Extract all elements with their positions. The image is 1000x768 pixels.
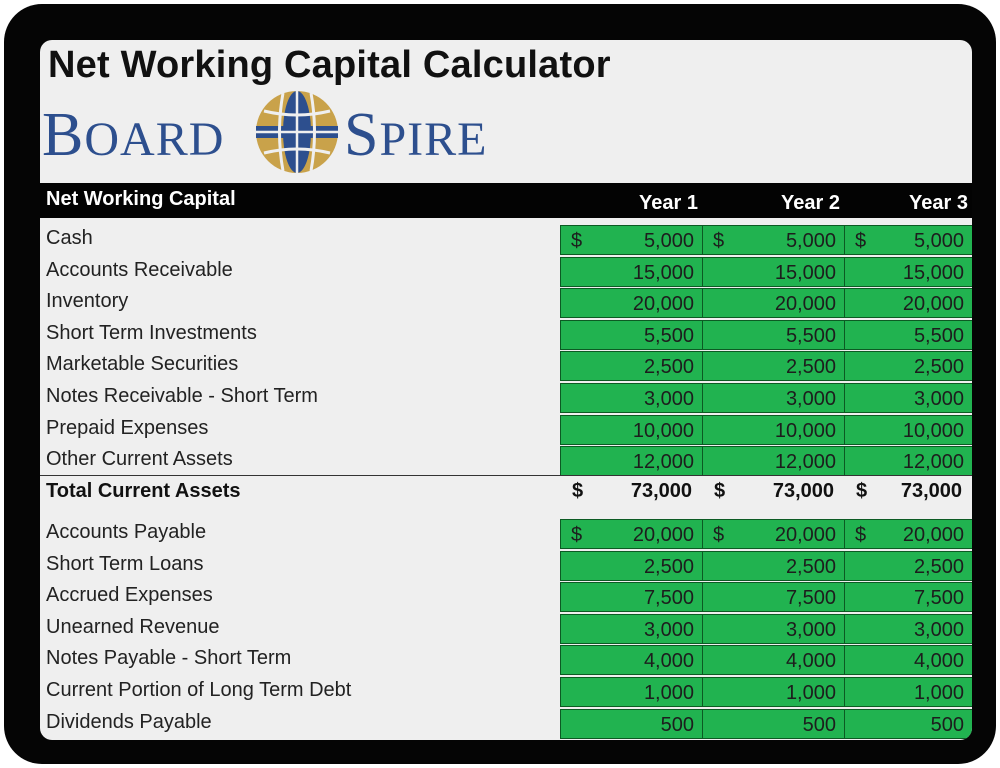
cell-value: 500 [802, 714, 836, 736]
table-header [40, 183, 972, 218]
currency-symbol: $ [855, 524, 867, 546]
cell-value: 7,500 [913, 587, 964, 609]
globe-icon [254, 89, 340, 175]
row-label: Inventory [46, 290, 129, 312]
total-separator [40, 475, 972, 476]
total-currency-symbol: $ [856, 480, 868, 502]
cell-value: 12,000 [632, 451, 694, 473]
row-label: Other Current Assets [46, 448, 233, 470]
input-cell[interactable] [844, 677, 972, 707]
currency-symbol: $ [855, 230, 867, 252]
input-cell[interactable] [844, 257, 972, 287]
cell-value: 15,000 [902, 262, 964, 284]
input-cell[interactable] [702, 614, 845, 644]
currency-symbol: $ [571, 230, 583, 252]
currency-symbol: $ [571, 524, 583, 546]
input-cell[interactable] [702, 288, 845, 318]
logo-text-left: BOARD [42, 101, 225, 169]
currency-symbol: $ [713, 230, 725, 252]
cell-value: 3,000 [643, 388, 694, 410]
cell-value: 5,000 [643, 230, 694, 252]
input-cell[interactable] [560, 519, 703, 549]
cell-value: 20,000 [902, 293, 964, 315]
tablet-frame [4, 4, 996, 764]
row-label: Dividends Payable [46, 711, 212, 733]
cell-value: 500 [660, 714, 694, 736]
logo-text-right: SPIRE [344, 101, 488, 169]
cell-value: 4,000 [913, 650, 964, 672]
year-1-header: Year 1 [639, 192, 698, 214]
cell-value: 10,000 [902, 420, 964, 442]
cell-value: 4,000 [643, 650, 694, 672]
row-label: Accrued Expenses [46, 584, 213, 606]
cell-value: 15,000 [774, 262, 836, 284]
row-label: Notes Payable - Short Term [46, 647, 292, 669]
cell-value: 3,000 [643, 619, 694, 641]
cell-value: 1,000 [913, 682, 964, 704]
input-cell[interactable] [702, 320, 845, 350]
input-cell[interactable] [702, 677, 845, 707]
cell-value: 20,000 [774, 293, 836, 315]
input-cell[interactable] [560, 288, 703, 318]
row-label: Prepaid Expenses [46, 417, 209, 439]
input-cell[interactable] [844, 519, 972, 549]
cell-value: 20,000 [632, 293, 694, 315]
input-cell[interactable] [702, 709, 845, 739]
total-value: 73,000 [630, 480, 692, 502]
cell-value: 2,500 [643, 556, 694, 578]
cell-value: 10,000 [774, 420, 836, 442]
input-cell[interactable] [844, 446, 972, 476]
cell-value: 2,500 [913, 356, 964, 378]
input-cell[interactable] [702, 257, 845, 287]
currency-symbol: $ [713, 524, 725, 546]
cell-value: 2,500 [643, 356, 694, 378]
input-cell[interactable] [560, 582, 703, 612]
spreadsheet-screen [40, 40, 972, 740]
input-cell[interactable] [844, 582, 972, 612]
total-current-assets-label: Total Current Assets [46, 480, 241, 502]
input-cell[interactable] [702, 519, 845, 549]
input-cell[interactable] [560, 614, 703, 644]
total-currency-symbol: $ [714, 480, 726, 502]
cell-value: 3,000 [785, 619, 836, 641]
input-cell[interactable] [702, 446, 845, 476]
row-label: Accounts Receivable [46, 259, 233, 281]
year-2-header: Year 2 [781, 192, 840, 214]
input-cell[interactable] [844, 614, 972, 644]
cell-value: 3,000 [913, 619, 964, 641]
total-currency-symbol: $ [572, 480, 584, 502]
input-cell[interactable] [702, 551, 845, 581]
cell-value: 5,500 [643, 325, 694, 347]
header-label: Net Working Capital [46, 188, 236, 210]
cell-value: 5,500 [785, 325, 836, 347]
cell-value: 1,000 [785, 682, 836, 704]
input-cell[interactable] [560, 257, 703, 287]
cell-value: 3,000 [785, 388, 836, 410]
input-cell[interactable] [560, 677, 703, 707]
input-cell[interactable] [844, 645, 972, 675]
input-cell[interactable] [844, 709, 972, 739]
row-label: Notes Receivable - Short Term [46, 385, 318, 407]
row-label: Marketable Securities [46, 353, 239, 375]
input-cell[interactable] [560, 351, 703, 381]
row-label: Cash [46, 227, 93, 249]
input-cell[interactable] [844, 415, 972, 445]
cell-value: 1,000 [643, 682, 694, 704]
total-value: 73,000 [772, 480, 834, 502]
input-cell[interactable] [560, 645, 703, 675]
cell-value: 15,000 [632, 262, 694, 284]
cell-value: 5,000 [785, 230, 836, 252]
input-cell[interactable] [844, 320, 972, 350]
cell-value: 12,000 [774, 451, 836, 473]
cell-value: 3,000 [913, 388, 964, 410]
cell-value: 2,500 [785, 356, 836, 378]
cell-value: 2,500 [785, 556, 836, 578]
cell-value: 500 [930, 714, 964, 736]
cell-value: 12,000 [902, 451, 964, 473]
input-cell[interactable] [702, 351, 845, 381]
cell-value: 7,500 [643, 587, 694, 609]
input-cell[interactable] [702, 383, 845, 413]
cell-value: 5,000 [913, 230, 964, 252]
input-cell[interactable] [844, 383, 972, 413]
cell-value: 5,500 [913, 325, 964, 347]
cell-value: 20,000 [632, 524, 694, 546]
input-cell[interactable] [844, 351, 972, 381]
row-label: Accounts Payable [46, 521, 207, 543]
input-cell[interactable] [844, 225, 972, 255]
input-cell[interactable] [844, 288, 972, 318]
total-value: 73,000 [900, 480, 962, 502]
page-title: Net Working Capital Calculator [48, 44, 611, 86]
input-cell[interactable] [702, 645, 845, 675]
input-cell[interactable] [702, 415, 845, 445]
input-cell[interactable] [560, 551, 703, 581]
cell-value: 10,000 [632, 420, 694, 442]
row-label: Unearned Revenue [46, 616, 220, 638]
input-cell[interactable] [560, 383, 703, 413]
cell-value: 2,500 [913, 556, 964, 578]
cell-value: 7,500 [785, 587, 836, 609]
input-cell[interactable] [560, 709, 703, 739]
cell-value: 4,000 [785, 650, 836, 672]
year-3-header: Year 3 [909, 192, 968, 214]
input-cell[interactable] [702, 582, 845, 612]
cell-value: 20,000 [774, 524, 836, 546]
row-label: Current Portion of Long Term Debt [46, 679, 352, 701]
input-cell[interactable] [560, 225, 703, 255]
cell-value: 20,000 [902, 524, 964, 546]
input-cell[interactable] [560, 320, 703, 350]
row-label: Short Term Loans [46, 553, 204, 575]
input-cell[interactable] [560, 446, 703, 476]
row-label: Short Term Investments [46, 322, 257, 344]
input-cell[interactable] [702, 225, 845, 255]
input-cell[interactable] [560, 415, 703, 445]
boardspire-logo [42, 90, 512, 176]
input-cell[interactable] [844, 551, 972, 581]
